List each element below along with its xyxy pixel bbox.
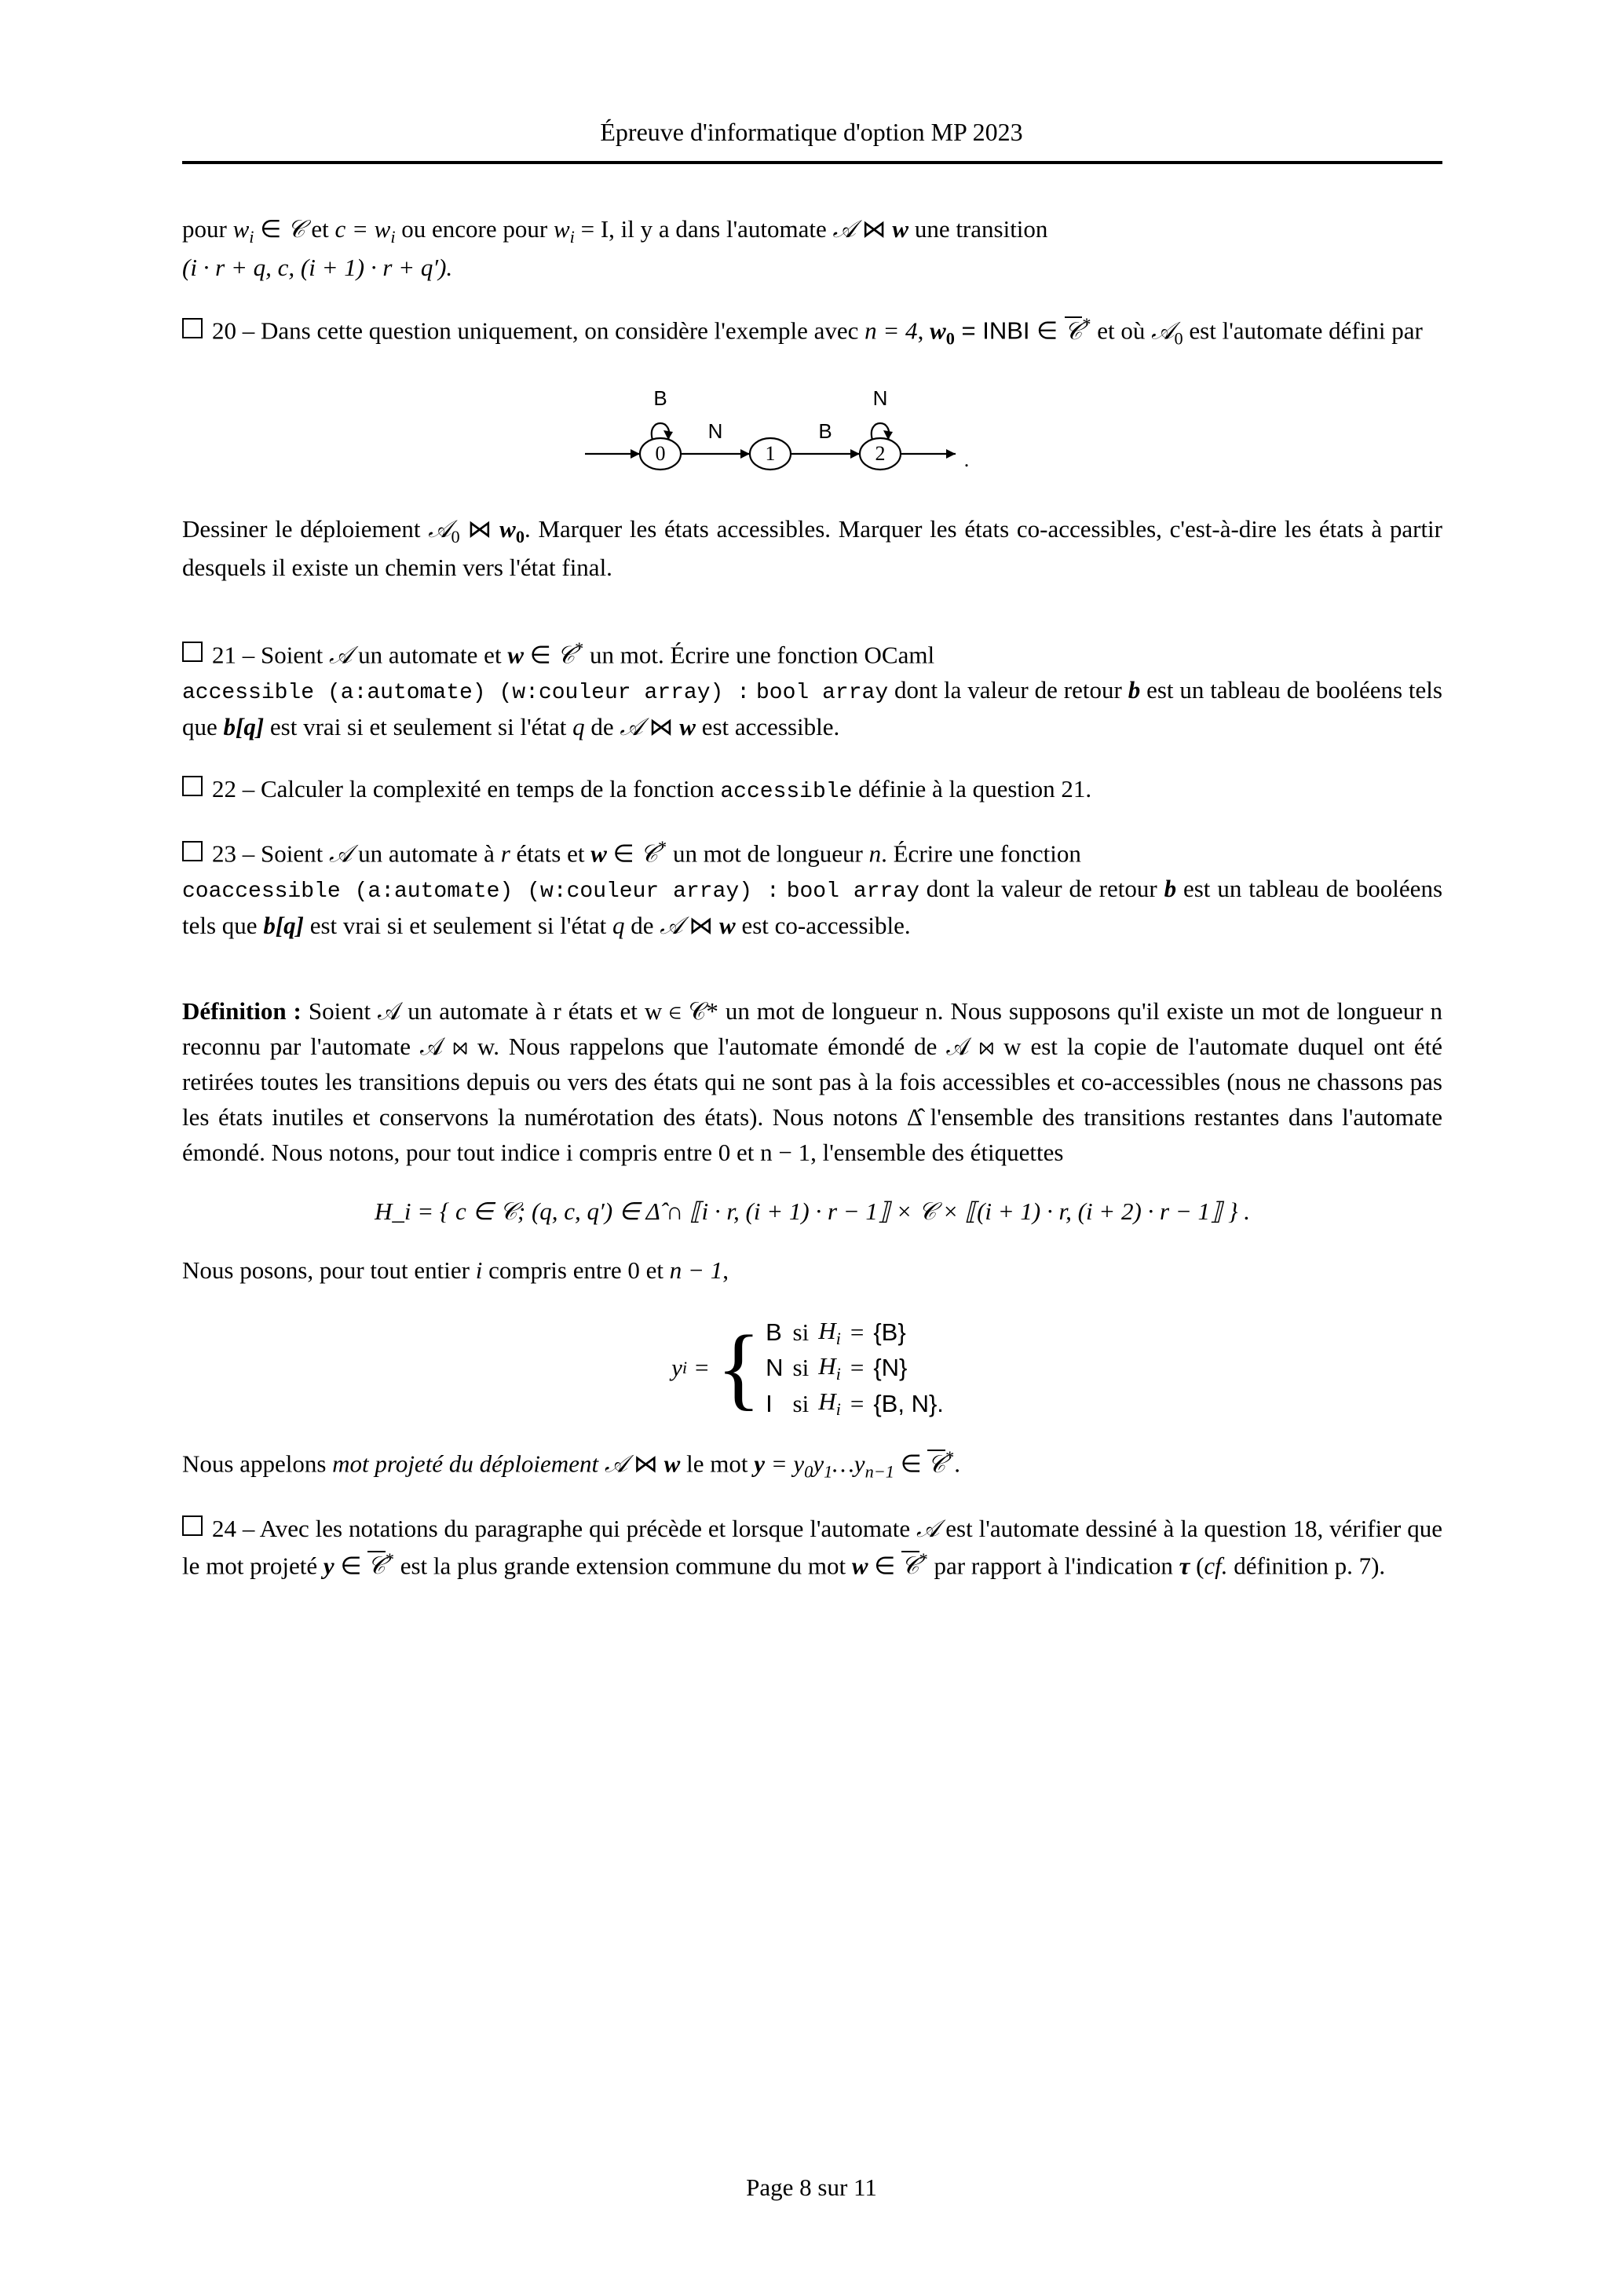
q20-cbar: 𝒞 (1064, 316, 1083, 345)
projete-in: ∈ (894, 1450, 928, 1478)
cases-eq-0: = (850, 1318, 865, 1347)
definition-title: Définition : (182, 996, 302, 1025)
q23-b: b (1164, 875, 1177, 903)
header-rule (182, 161, 1442, 164)
q21-text-i: est accessible. (695, 712, 840, 740)
q23-r: r (500, 839, 510, 868)
q24-w: w (851, 1552, 868, 1580)
checkbox-q23[interactable] (182, 841, 203, 861)
diagram-period: . (963, 448, 969, 472)
intro-i2: i (390, 227, 396, 247)
question-21 (182, 636, 1442, 745)
posons-text-b: compris entre 0 et (482, 1256, 670, 1284)
q20-inbi: = INBI ∈ (954, 316, 1065, 345)
projete-period: . (954, 1450, 960, 1478)
q23-w2: w (719, 912, 736, 940)
q23-code-return-type: bool array (786, 879, 919, 905)
q20-text-b: et où (1097, 316, 1152, 345)
q23-A: 𝒜 (328, 839, 353, 868)
cases-value-0: B (766, 1318, 782, 1347)
after-A0: 𝒜 (428, 515, 451, 543)
q23-text-b: un automate à (352, 839, 501, 868)
formula-H-i (182, 1197, 1442, 1227)
header-title: Épreuve d'informatique d'option MP 2023 (600, 118, 1023, 146)
q23-text-j: de (624, 912, 660, 940)
q21-text-d: un mot. Écrire une fonction OCaml (583, 641, 935, 669)
projete-bowtie-icon: ⋈ (633, 1450, 658, 1478)
q23-text-g: dont la valeur de retour (919, 875, 1164, 903)
q23-in: ∈ (606, 839, 641, 868)
q21-bq: b[q] (223, 712, 265, 740)
q23-star: * (658, 837, 667, 857)
q20-A0: 𝒜 (1151, 316, 1175, 345)
q21-text-b: un automate et (352, 641, 508, 669)
q24-text-a: – Avec les notations du paragraphe qui précède et lorsque l'automate (242, 1515, 917, 1543)
q24-text-f: par rapport à l'indication (927, 1552, 1179, 1580)
bowtie-icon: ⋈ (861, 215, 886, 243)
intro-colours-set: 𝒞 (287, 215, 305, 243)
q20-text-a: – Dans cette question uniquement, on considère l'exemple avec (242, 316, 865, 345)
cases-eq-2: = (850, 1389, 865, 1417)
state-label-2: 2 (875, 442, 885, 466)
projete-y: y (754, 1450, 765, 1478)
q24-tau: τ (1179, 1552, 1190, 1580)
cases-row (766, 1386, 953, 1421)
spacer-1 (182, 612, 1442, 636)
q23-C: 𝒞 (640, 839, 659, 868)
projete-text-b: le mot (680, 1450, 755, 1478)
after-automaton-paragraph (182, 512, 1442, 585)
cases-set-1: {N} (873, 1354, 908, 1382)
cases-si-1: si (792, 1354, 810, 1382)
q24-text-b: est l'automate dessiné à la question 18, vérifier que le mot projeté (182, 1515, 1442, 1580)
page-header (0, 118, 1623, 147)
intro-word-w: w (892, 215, 909, 243)
q24-text-d: est la plus grande extension commune du mot (393, 1552, 852, 1580)
page-content (182, 212, 1442, 1610)
cases-value-1: N (766, 1354, 784, 1382)
q23-text-a: – Soient (242, 839, 329, 868)
intro-i3: i (569, 227, 575, 247)
after-w0-sub: 0 (515, 527, 525, 547)
state-label-1: 1 (765, 442, 775, 466)
q24-star2: * (919, 1548, 928, 1569)
cases-H-0: H (818, 1316, 836, 1344)
projete-sub1: 1 (824, 1461, 833, 1482)
checkbox-q24[interactable] (182, 1515, 203, 1536)
q22-text-b: définie à la question 21. (852, 774, 1092, 803)
q22-code: accessible (720, 779, 853, 804)
cases-row (766, 1351, 953, 1386)
q23-code-signature: coaccessible (a:automate) (w:couleur array) : (182, 879, 780, 905)
intro-automaton-A: 𝒜 (832, 215, 856, 243)
intro-paragraph (182, 212, 1442, 285)
cases-value-2: I (766, 1389, 773, 1417)
projete-w: w (663, 1450, 681, 1478)
projete-subn: n−1 (865, 1461, 894, 1482)
q20-w0: w (930, 316, 946, 345)
q24-text-h: définition p. 7). (1227, 1552, 1386, 1580)
q21-code-return-type: bool array (755, 681, 889, 706)
cases-H-2: H (818, 1387, 836, 1415)
q21-A: 𝒜 (328, 641, 353, 669)
after-A0-sub: 0 (451, 527, 460, 547)
q21-star: * (575, 638, 584, 658)
q20-number: 20 (212, 316, 236, 345)
projete-dots: …y (832, 1450, 865, 1478)
intro-ou-encore: ou encore pour (395, 215, 554, 243)
intro-in: ∈ (254, 215, 287, 243)
q21-w: w (507, 641, 524, 669)
posons-nm1: n − 1 (669, 1256, 723, 1284)
transition-label-B: B (817, 419, 832, 444)
q21-bowtie-icon: ⋈ (649, 712, 674, 740)
q21-text-e: dont la valeur de retour (888, 676, 1128, 704)
cases-eq-1: = (850, 1354, 865, 1382)
automaton-svg (522, 378, 1103, 488)
definition-paragraph (182, 994, 1442, 1171)
automaton-diagram (182, 378, 1442, 488)
q20-star: * (1082, 314, 1091, 335)
question-20: 20 – Dans cette question uniquement, on considère l'exemple avec n = 4, $w_0$ = INBI ∈ 𝒞* et où 𝒜$_0$ est l'automate défini par (182, 312, 1442, 352)
projete-italic: mot projeté du déploiement (332, 1450, 599, 1478)
q20-A0-sub: 0 (1174, 328, 1183, 349)
intro-et: et (305, 215, 335, 243)
q21-b: b (1128, 676, 1141, 704)
q20-w0-sub: 0 (945, 328, 955, 349)
q24-Cbar2: 𝒞 (901, 1552, 919, 1580)
q23-text-k: est co-accessible. (735, 912, 911, 940)
loop-label-N: N (872, 386, 887, 411)
cases-set-2: {B, N}. (873, 1389, 944, 1417)
q23-bq: b[q] (263, 912, 304, 940)
q24-cf: cf. (1204, 1552, 1228, 1580)
intro-i1: i (249, 227, 254, 247)
q21-A2: 𝒜 (620, 712, 643, 740)
q23-text-f: . Écrire une fonction (881, 839, 1081, 868)
q20-text-c: est l'automate défini par (1183, 316, 1423, 345)
cases-Hsub-0: i (835, 1328, 841, 1348)
cases-H-1: H (818, 1351, 836, 1380)
dessiner-text: Dessiner le déploiement (182, 515, 429, 543)
intro-w: w (232, 215, 250, 243)
projete-y1: y (813, 1450, 824, 1478)
projete-star: * (945, 1447, 955, 1468)
after-text-b: . Marquer les états accessibles. Marquer les états co-accessibles, c'est-à-dire les états à partir desquels il existe un chemin vers l'état final. (182, 515, 1442, 581)
cases-Hsub-2: i (835, 1399, 841, 1420)
projete-Cbar: 𝒞 (927, 1450, 946, 1478)
q20-n-value: n = 4 (865, 316, 918, 345)
cases-inner (671, 1315, 953, 1422)
q24-in: ∈ (334, 1552, 368, 1580)
intro-text-a: pour (182, 215, 233, 243)
q23-text-h: est un tableau de booléens tels que (182, 875, 1443, 940)
definition-text: Soient 𝒜 un automate à r états et w ∈ 𝒞* un mot de longueur n. Nous supposons qu'il existe un mot de longueur n reconnu par l'automate 𝒜 ⋈ w. Nous rappelons que l'automate émondé de 𝒜 ⋈ w est la copie de l'automate duquel ont été retirées toutes les transitions depuis ou vers des états qui ne sont pas à la fois accessibles et co-accessibles (nous ne chassons pas les états inutiles et conservons la numérotation des états). Nous notons Δ̂ l'ensemble des transitions restantes dans l'automate émondé. Nous notons, pour tout indice i compris entre 0 et n − 1, l'ensemble des étiquettes (182, 996, 1442, 1166)
transition-label-N: N (707, 419, 722, 444)
intro-text-e: = I, il y a dans l'automate (574, 215, 833, 243)
intro-text-f: une transition (908, 215, 1048, 243)
intro-c-eq: c = w (334, 215, 391, 243)
q21-number: 21 (212, 641, 236, 669)
projete-text-c: = y (764, 1450, 805, 1478)
q24-number: 24 (212, 1515, 236, 1543)
footer-page-number: Page 8 sur 11 (746, 2174, 877, 2201)
q24-Cbar: 𝒞 (367, 1552, 386, 1580)
q23-w: w (590, 839, 607, 868)
cases-si-0: si (792, 1318, 810, 1347)
cases-block (182, 1315, 1442, 1422)
posons-i: i (475, 1256, 483, 1284)
after-bowtie-icon: ⋈ (467, 515, 492, 543)
left-brace-icon: { (716, 1315, 762, 1419)
formula-H-text: H_i = { c ∈ 𝒞; (q, c, q′) ∈ Δ̂ ∩ ⟦i · r, (i + 1) · r − 1⟧ × 𝒞 × ⟦(i + 1) · r, (i + 2) · r − 1⟧ } . (374, 1197, 1251, 1225)
q24-paren: ( (1190, 1552, 1204, 1580)
projete-sub0: 0 (804, 1461, 813, 1482)
cases-set-0: {B} (873, 1318, 906, 1347)
cases-lhs: y (671, 1354, 682, 1382)
page-footer (0, 2174, 1623, 2202)
after-w0: w (499, 515, 516, 543)
q22-number: 22 (212, 774, 236, 803)
state-label-0: 0 (655, 442, 665, 466)
spacer-2 (182, 971, 1442, 994)
q24-A: 𝒜 (916, 1515, 940, 1543)
q23-text-i: est vrai si et seulement si l'état (303, 912, 612, 940)
q23-text-c: états et (510, 839, 591, 868)
q21-q: q (572, 712, 585, 740)
q21-code-signature: accessible (a:automate) (w:couleur array) : (182, 681, 751, 706)
cases-lhs-sub: i (682, 1358, 688, 1378)
q21-C: 𝒞 (557, 641, 576, 669)
checkbox-q20[interactable] (182, 318, 203, 338)
question-23 (182, 835, 1442, 944)
q23-text-e: un mot de longueur (667, 839, 869, 868)
q21-text-h: de (584, 712, 620, 740)
intro-w2: w (553, 215, 570, 243)
q23-n: n (868, 839, 882, 868)
cases-row (766, 1315, 953, 1351)
question-22 (182, 772, 1442, 809)
checkbox-q22[interactable] (182, 776, 203, 796)
q24-y: y (323, 1552, 334, 1580)
cases-si-2: si (792, 1389, 810, 1417)
q23-bowtie-icon: ⋈ (689, 912, 714, 940)
projete-text-a: Nous appelons (182, 1450, 333, 1478)
q21-text-a: – Soient (242, 641, 329, 669)
cases-table (766, 1315, 953, 1422)
q21-w2: w (679, 712, 696, 740)
q21-in: ∈ (524, 641, 557, 669)
q24-star: * (385, 1548, 394, 1569)
q23-number: 23 (212, 839, 236, 868)
intro-transition-tuple: (i · r + q, c, (i + 1) · r + q′). (182, 253, 453, 281)
projete-A: 𝒜 (604, 1450, 628, 1478)
cases-equals: = (695, 1354, 709, 1382)
q21-text-f: est un tableau de booléens tels que (182, 676, 1442, 740)
loop-label-B: B (652, 386, 667, 411)
posons-comma: , (722, 1256, 729, 1284)
question-24 (182, 1512, 1442, 1584)
q23-A2: 𝒜 (660, 912, 683, 940)
posons-paragraph (182, 1253, 1442, 1289)
q23-q: q (612, 912, 625, 940)
posons-text-a: Nous posons, pour tout entier (182, 1256, 476, 1284)
q21-text-g: est vrai si et seulement si l'état (264, 712, 573, 740)
cases-Hsub-1: i (835, 1363, 841, 1384)
q24-in2: ∈ (868, 1552, 902, 1580)
checkbox-q21[interactable] (182, 642, 203, 662)
projete-paragraph (182, 1445, 1442, 1485)
q22-text-a: – Calculer la complexité en temps de la fonction (242, 774, 721, 803)
